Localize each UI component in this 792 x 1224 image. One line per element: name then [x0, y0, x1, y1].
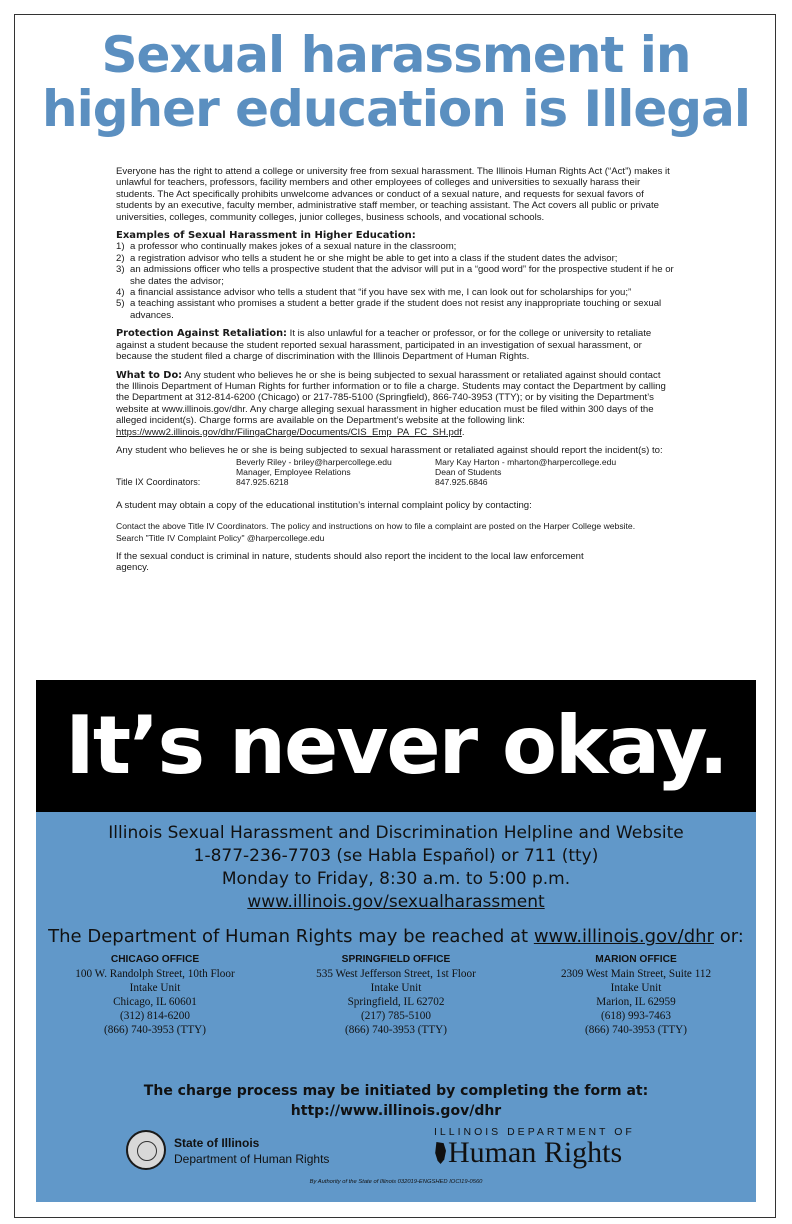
- coordinators-block: [116, 458, 676, 494]
- office-street: 535 West Jefferson Street, 1st Floor: [316, 968, 476, 980]
- illinois-seal-icon: [126, 1130, 166, 1170]
- retaliation-text-1: It is also unlawful for a teacher or professor, or for the college or university to retaliate: [289, 328, 652, 340]
- retaliation-heading: Protection Against Retaliation:: [116, 328, 287, 340]
- list-item: [116, 287, 676, 298]
- office-city: Springfield, IL 62702: [347, 996, 445, 1008]
- state-logo-text: [174, 1135, 329, 1167]
- coordinator-2-title: Dean of Students: [435, 466, 502, 477]
- charge-process: [36, 1081, 756, 1121]
- reach-suffix: or:: [713, 926, 744, 947]
- helpline-phone: 1-877-236-7703 (se Habla Español) or 711 (tty): [193, 846, 599, 866]
- offices-row: [36, 953, 756, 1043]
- office-city: Chicago, IL 60601: [113, 996, 197, 1008]
- what-to-do-paragraph: [116, 370, 676, 438]
- coordinator-2-name: Mary Kay Harton - mharton@harpercollege.edu: [435, 457, 617, 468]
- charge-form-link[interactable]: https://www2.illinois.gov/dhr/FilingaCharge/Documents/CIS_Emp_PA_FC_SH.pdf: [116, 426, 462, 438]
- link-period: .: [461, 426, 465, 438]
- coordinator-1-name: Beverly Riley - briley@harpercollege.edu: [236, 457, 392, 468]
- title-line-2: higher education is Illegal: [42, 80, 750, 138]
- office-name: SPRINGFIELD OFFICE: [341, 954, 451, 965]
- list-text: a professor who continually makes jokes of a sexual nature in the classroom;: [130, 241, 457, 253]
- office-marion: [521, 953, 751, 1037]
- office-name: MARION OFFICE: [595, 954, 677, 965]
- coordinator-1-phone: 847.925.6218: [236, 476, 289, 487]
- list-text: an admissions officer who tells a prospective student that the advisor will put in a “good word” for the prospective student if he or she dates the advisor;: [130, 264, 674, 287]
- office-unit: Intake Unit: [370, 982, 422, 994]
- contact-panel: [36, 812, 756, 1202]
- title-line-1: Sexual harassment in: [101, 26, 691, 84]
- idhr-logo-top: ILLINOIS DEPARTMENT OF: [434, 1126, 635, 1138]
- contact-note-2: Search "Title IV Complaint Policy" @harpercollege.edu: [116, 533, 325, 544]
- office-springfield: [281, 953, 511, 1037]
- idhr-logo-bottom: [434, 1138, 674, 1168]
- office-city: Marion, IL 62959: [596, 996, 676, 1008]
- what-to-do-heading: What to Do:: [116, 369, 183, 381]
- charge-text: The charge process may be initiated by completing the form at:: [143, 1083, 649, 1099]
- list-text: a teaching assistant who promises a student a better grade if the student does not resist any inappropriate touching or sexual advances.: [130, 298, 662, 321]
- list-item: [116, 298, 676, 321]
- coordinators-label: Title IX Coordinators:: [116, 477, 201, 488]
- helpline-url-link[interactable]: www.illinois.gov/sexualharassment: [247, 892, 545, 912]
- what-to-do-text: Any student who believes he or she is being subjected to sexual harassment or retaliated against should contact the Illinois Department of Human Rights for further information or to file a charge. Students may contact the Department by calling the Department at 312-814-6200 (Chicago) or 217-785-5100 (Springfield), 866-740-3953 (TTY); or by visiting the Department’s website at www.illinois.gov/dhr. Any charge alleging sexual harassment in higher education must be filed within 300 days of the alleged incident(s). Charge forms are available on the Department’s website at the following link:: [116, 369, 666, 427]
- list-item: [116, 241, 676, 252]
- office-tty: (866) 740-3953 (TTY): [585, 1024, 687, 1036]
- copy-policy-text: A student may obtain a copy of the educational institution’s internal complaint policy by contacting:: [116, 500, 532, 512]
- slogan-banner: [36, 680, 756, 812]
- list-number: 1): [116, 241, 125, 253]
- idhr-logo-name: Human Rights: [448, 1136, 623, 1169]
- dhr-url-link[interactable]: www.illinois.gov/dhr: [533, 926, 714, 947]
- office-unit: Intake Unit: [610, 982, 662, 994]
- office-unit: Intake Unit: [129, 982, 181, 994]
- illinois-map-icon: [434, 1142, 446, 1164]
- helpline-title: Illinois Sexual Harassment and Discrimination Helpline and Website: [108, 823, 684, 843]
- list-text: a financial assistance advisor who tells a student that “if you have sex with me, I can look out for scholarships for you;”: [130, 287, 632, 299]
- idhr-logo: [434, 1126, 674, 1168]
- office-phone: (312) 814-6200: [120, 1010, 190, 1022]
- state-department: Department of Human Rights: [174, 1152, 330, 1166]
- office-phone: (217) 785-5100: [361, 1010, 431, 1022]
- office-name: CHICAGO OFFICE: [110, 954, 200, 965]
- criminal-note: If the sexual conduct is criminal in nature, students should also report the incident to the local law enforcement agency.: [116, 550, 584, 573]
- retaliation-text-2: against a student because the student reported sexual harassment, participated in an investigation of sexual harassment, or because the student filed a charge of discrimination with the Illinois Department of Human Rights.: [116, 339, 642, 363]
- coordinator-2: [435, 458, 616, 487]
- reach-text: The Department of Human Rights may be reached at: [48, 926, 534, 947]
- authority-note: By Authority of the State of Illinois 032019-ENGSHED IOCI19-0560: [309, 1179, 483, 1185]
- coordinator-1: [236, 458, 392, 487]
- reach-line: [36, 926, 756, 947]
- list-item: [116, 264, 676, 287]
- slogan-text: It’s never okay.: [65, 699, 727, 792]
- intro-paragraph: Everyone has the right to attend a college or university free from sexual harassment. The Illinois Human Rights Act (“Act”) makes it unlawful for teachers, professors, facility members and other employees of colleges and universities to sexually harass their students. The Act specifically prohibits unwelcome advances or conduct of a sexual nature, and requests for sexual favors of students by an executive, faculty member, administrative staff member, or teaching assistant. The Act covers all public or private universities, colleges, community colleges, junior colleges, business schools, and vocational schools.: [116, 166, 670, 223]
- list-text: a registration advisor who tells a student he or she might be able to get into a class if the student dates the advisor;: [130, 252, 618, 264]
- helpline-hours: Monday to Friday, 8:30 a.m. to 5:00 p.m.: [221, 869, 571, 889]
- contact-note-1: Contact the above Title IV Coordinators. The policy and instructions on how to file a complaint are posted on the Harper College website.: [116, 520, 636, 531]
- charge-url: http://www.illinois.gov/dhr: [290, 1103, 502, 1119]
- list-number: 3): [116, 264, 125, 276]
- list-number: 2): [116, 252, 125, 264]
- office-street: 2309 West Main Street, Suite 112: [560, 968, 712, 980]
- list-number: 4): [116, 287, 125, 299]
- coordinator-1-title: Manager, Employee Relations: [236, 466, 351, 477]
- office-chicago: [40, 953, 270, 1037]
- coordinator-2-phone: 847.925.6846: [435, 476, 488, 487]
- office-tty: (866) 740-3953 (TTY): [104, 1024, 206, 1036]
- report-paragraph: Any student who believes he or she is being subjected to sexual harassment or retaliated against should report the incident(s) to:: [116, 444, 663, 456]
- examples-heading: Examples of Sexual Harassment in Higher Education:: [116, 230, 416, 242]
- list-item: [116, 253, 676, 264]
- office-phone: (618) 993-7463: [601, 1010, 671, 1022]
- office-street: 100 W. Randolph Street, 10th Floor: [75, 968, 235, 980]
- page-title: [40, 28, 752, 136]
- office-tty: (866) 740-3953 (TTY): [345, 1024, 447, 1036]
- body-text: [116, 166, 676, 580]
- retaliation-paragraph: [116, 328, 676, 362]
- state-name: State of Illinois: [174, 1136, 260, 1150]
- list-number: 5): [116, 298, 125, 310]
- examples-list: [116, 241, 676, 321]
